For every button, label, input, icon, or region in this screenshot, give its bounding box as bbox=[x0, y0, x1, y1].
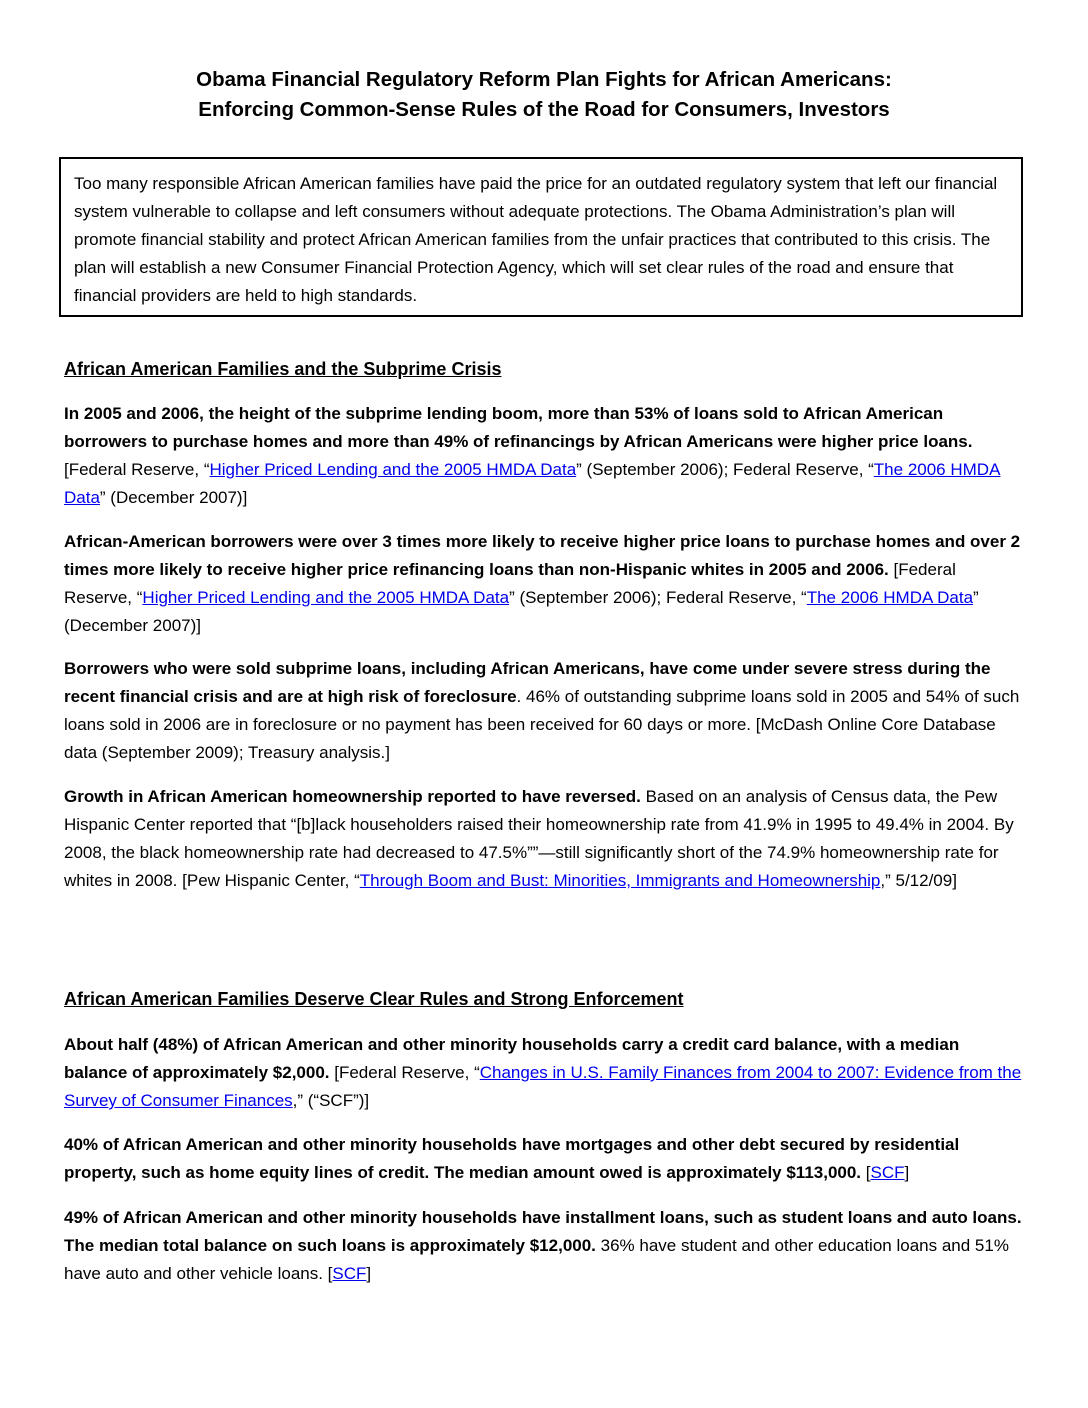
citation-text: [ bbox=[861, 1163, 871, 1182]
paragraph-homeownership bbox=[64, 783, 1026, 895]
paragraph-foreclosure-risk bbox=[64, 655, 1026, 767]
citation-text: [Federal Reserve, “ bbox=[64, 560, 956, 607]
paragraph-bold-lead: About half (48%) of African American and other minority households carry a credit card balance, with a median balance of approximately $2,000. bbox=[64, 1035, 960, 1082]
paragraph-body: . 46% of outstanding subprime loans sold in 2005 and 54% of such loans sold in 2006 are in foreclosure or no payment has been received for 60 days or more. [McDash Online Core Database data (September 2009); Treasury analysis.] bbox=[64, 687, 1020, 762]
link-changes-in-family-finances[interactable]: Changes in U.S. Family Finances from 2004 to 2007: Evidence from the Survey of Consumer Finances bbox=[64, 1063, 1022, 1110]
summary-box bbox=[59, 157, 1023, 317]
summary-text: Too many responsible African American families have paid the price for an outdated regulatory system that left our financial system vulnerable to collapse and left consumers without adequate protections. The Obama Administration’s plan will promote financial stability and protect African American families from the unfair practices that contributed to this crisis. The plan will establish a new Consumer Financial Protection Agency, which will set clear rules of the road and ensure that financial providers are held to high standards. bbox=[74, 174, 998, 305]
paragraph-bold-lead: In 2005 and 2006, the height of the subprime lending boom, more than 53% of loans sold to African American borrowers to purchase homes and more than 49% of refinancings by African Americans were higher price loans. bbox=[64, 404, 973, 451]
citation-text: ] bbox=[904, 1163, 910, 1182]
section-heading-subprime-crisis: African American Families and the Subprime Crisis bbox=[64, 359, 502, 379]
paragraph-bold-lead: 40% of African American and other minority households have mortgages and other debt secured by residential property, such as home equity lines of credit. The median amount owed is approximately $113,000. bbox=[64, 1135, 960, 1182]
citation-text: ” (September 2006); Federal Reserve, “ bbox=[509, 588, 807, 607]
citation-text: ] bbox=[366, 1264, 372, 1283]
link-through-boom-and-bust[interactable]: Through Boom and Bust: Minorities, Immigrants and Homeownership bbox=[359, 871, 881, 890]
link-scf[interactable]: SCF bbox=[332, 1264, 367, 1283]
paragraph-borrower-likelihood bbox=[64, 528, 1026, 640]
paragraph-credit-card bbox=[64, 1031, 1026, 1115]
link-higher-priced-lending-2005[interactable]: Higher Priced Lending and the 2005 HMDA Data bbox=[209, 460, 577, 479]
citation-text: ” (December 2007)] bbox=[64, 588, 979, 635]
citation-text: ” (September 2006); Federal Reserve, “ bbox=[576, 460, 874, 479]
section-heading-clear-rules: African American Families Deserve Clear Rules and Strong Enforcement bbox=[64, 989, 684, 1009]
link-2006-hmda-data[interactable]: The 2006 HMDA Data bbox=[64, 460, 1001, 507]
paragraph-mortgages bbox=[64, 1131, 1026, 1187]
citation-text: [Federal Reserve, “ bbox=[329, 1063, 480, 1082]
paragraph-subprime-share bbox=[64, 400, 1026, 512]
link-higher-priced-lending-2005[interactable]: Higher Priced Lending and the 2005 HMDA Data bbox=[142, 588, 510, 607]
paragraph-bold-lead: Borrowers who were sold subprime loans, including African Americans, have come under severe stress during the recent financial crisis and are at high risk of foreclosure bbox=[64, 659, 991, 706]
document-title-line-1: Obama Financial Regulatory Reform Plan Fights for African Americans: bbox=[196, 68, 892, 91]
paragraph-bold-lead: African-American borrowers were over 3 times more likely to receive higher price loans to purchase homes and over 2 times more likely to receive higher price refinancing loans than non-Hispanic whites in 2005 and 2006. bbox=[64, 532, 1021, 579]
paragraph-body: Based on an analysis of Census data, the Pew Hispanic Center reported that “[b]lack householders raised their homeownership rate from 41.9% in 1995 to 49.4% in 2004. By 2008, the black homeownership rate had decreased to 47.5%””—still significantly short of the 74.9% homeownership rate for whites in 2008. [Pew Hispanic Center, “ bbox=[64, 787, 1014, 890]
citation-text: [Federal Reserve, “ bbox=[64, 460, 210, 479]
citation-text: ,” (“SCF”)] bbox=[292, 1091, 370, 1110]
link-scf[interactable]: SCF bbox=[870, 1163, 905, 1182]
paragraph-installment-loans bbox=[64, 1204, 1026, 1288]
link-2006-hmda-data[interactable]: The 2006 HMDA Data bbox=[806, 588, 974, 607]
paragraph-bold-lead: 49% of African American and other minority households have installment loans, such as student loans and auto loans. The median total balance on such loans is approximately $12,000. bbox=[64, 1208, 1022, 1255]
paragraph-body: 36% have student and other education loans and 51% have auto and other vehicle loans. [ bbox=[64, 1236, 1009, 1283]
paragraph-bold-lead: Growth in African American homeownership reported to have reversed. bbox=[64, 787, 641, 806]
document-title-line-2: Enforcing Common-Sense Rules of the Road for Consumers, Investors bbox=[198, 98, 890, 121]
citation-text: ,” 5/12/09] bbox=[880, 871, 957, 890]
citation-text: ” (December 2007)] bbox=[99, 488, 248, 507]
